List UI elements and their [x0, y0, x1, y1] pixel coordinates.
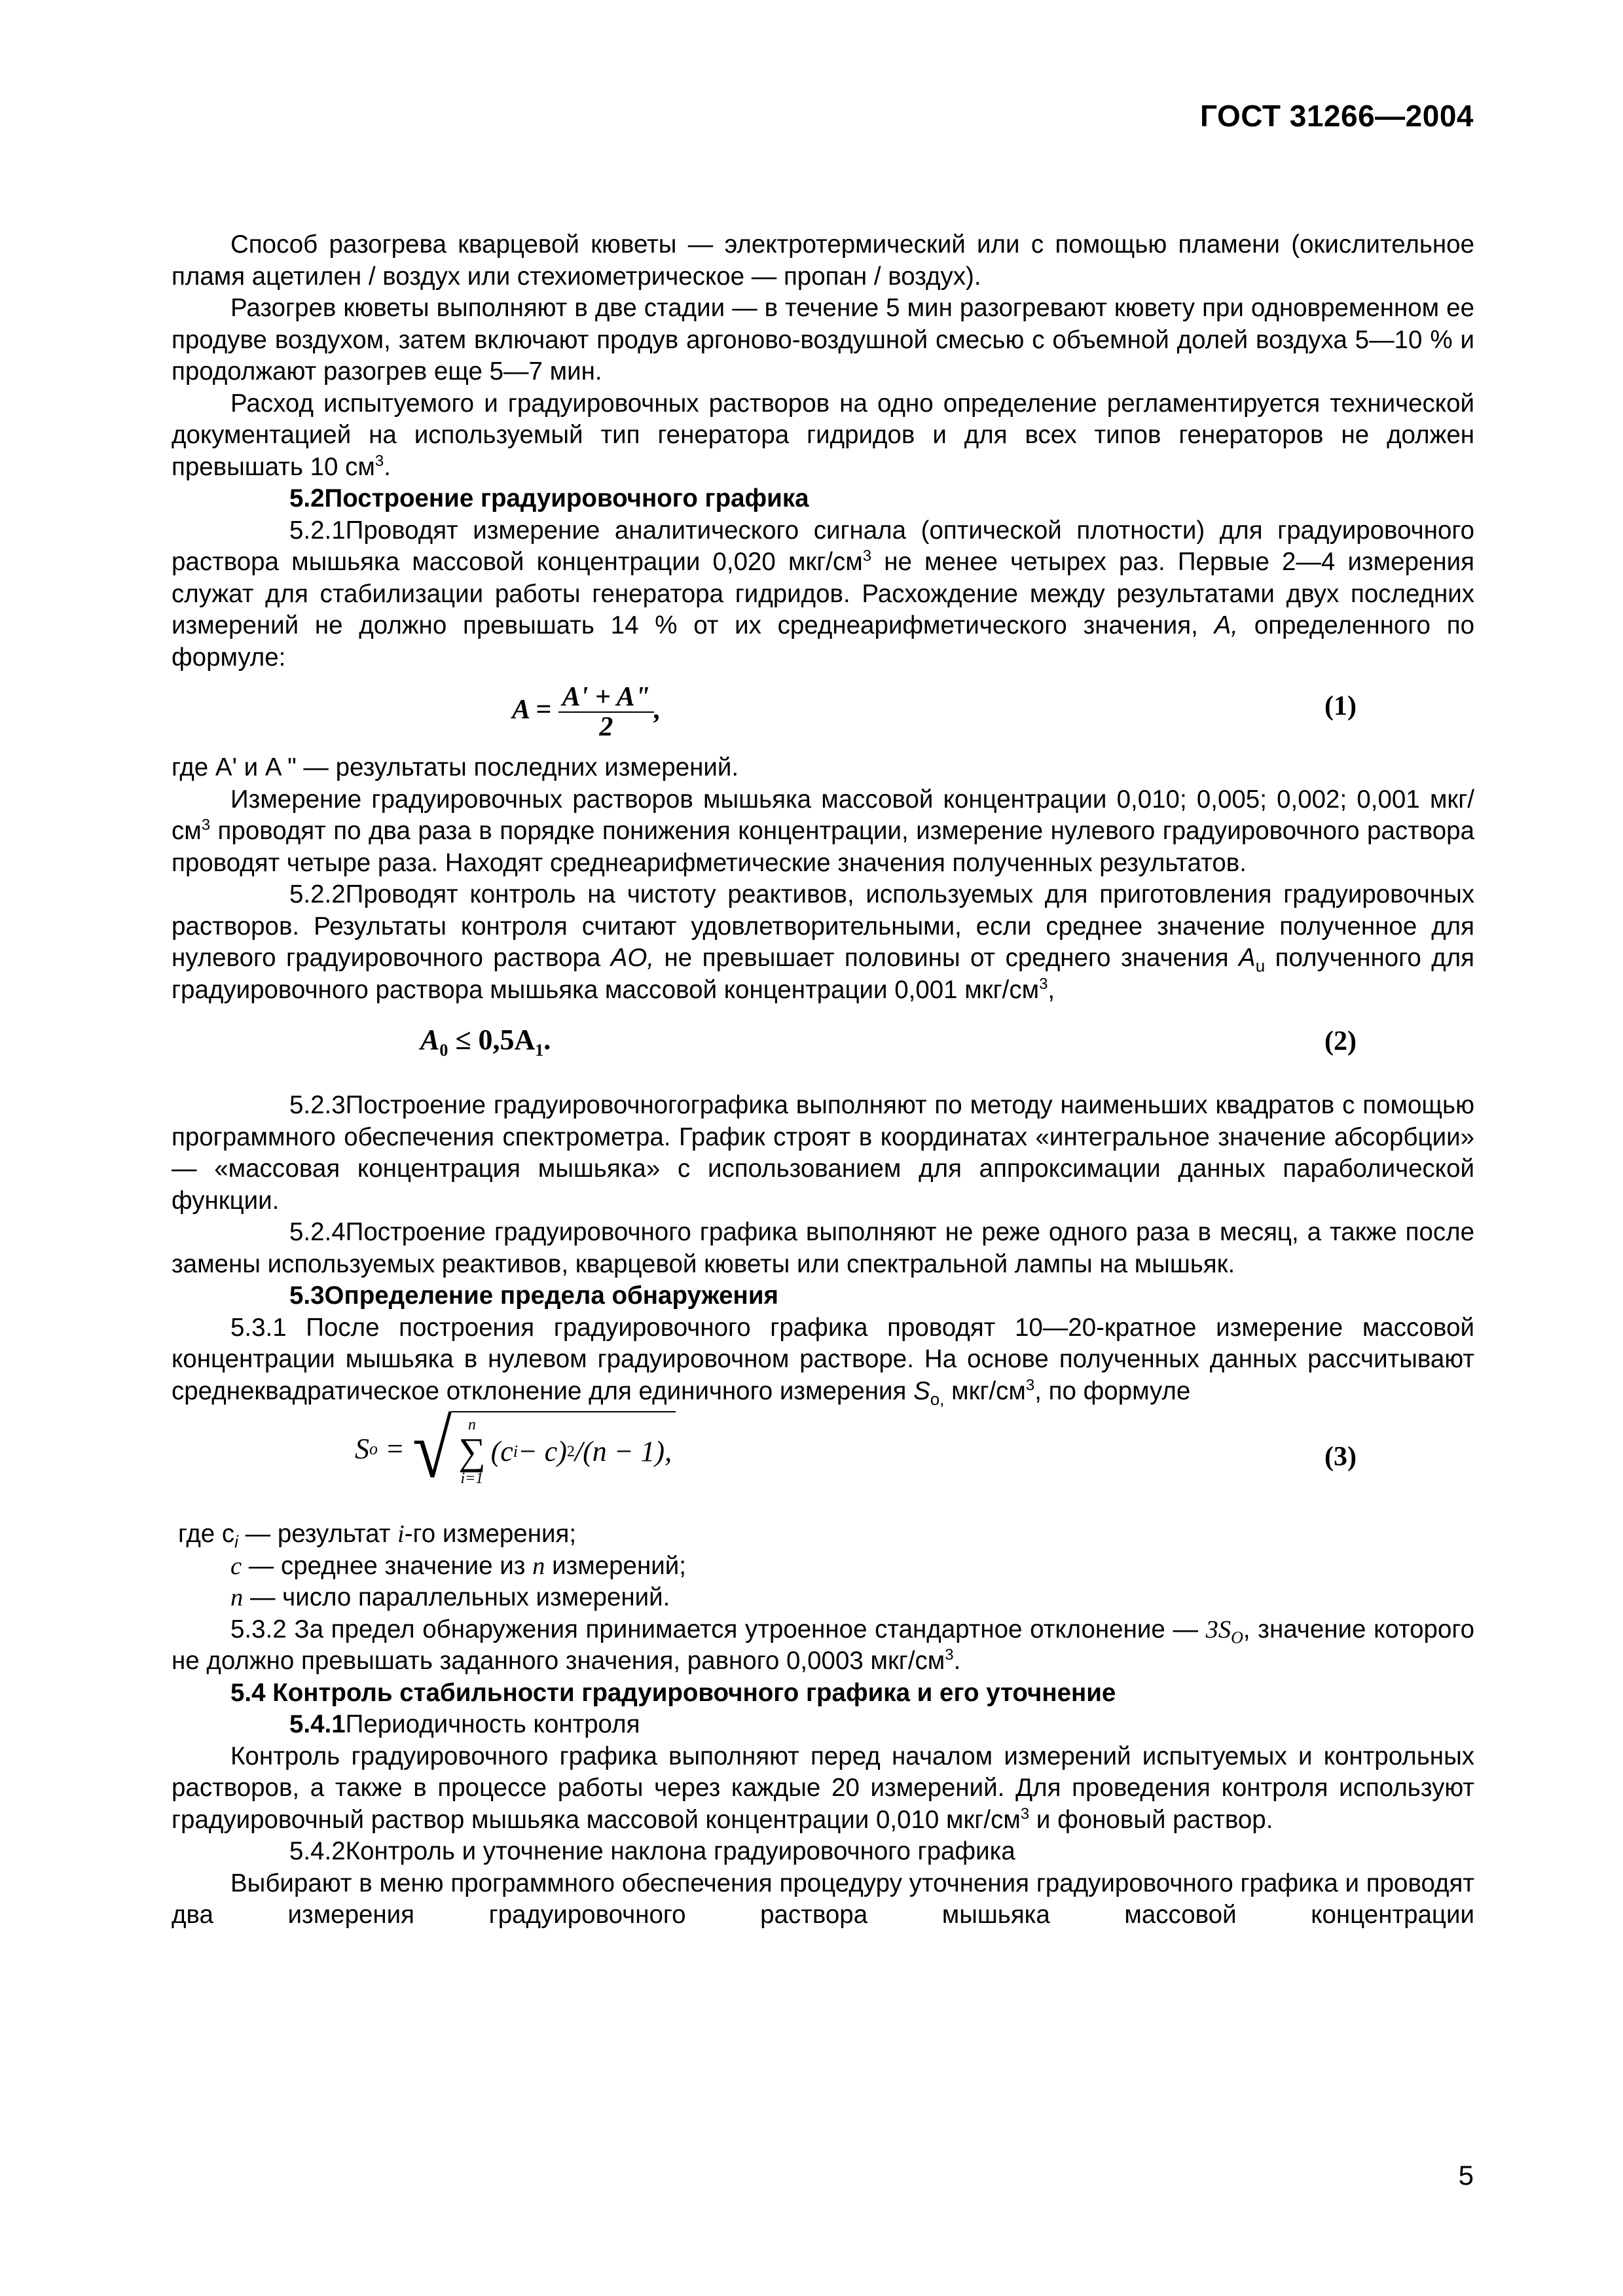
section-heading: 5.4 Контроль стабильности градуировочного графика и его уточнение [230, 1678, 1116, 1707]
paragraph: 5.2.1Проводят измерение аналитического сигнала (оптической плотности) для градуировочного раствора мышьяка массовой концентрации 0,020 мкг/$см^3$ не менее четырех раз. Первые 2—4 измерения служат для стабилизации работы генератора гидридов. Расхождение между результатами двух последних измерений не должно превышать 14 % от их среднеарифметического значения, A, определенного по формуле: [172, 516, 1474, 672]
subsection-heading: 5.4.1Периодичность контроля [289, 1710, 640, 1738]
where-line: где $c_i$ — результат i-го измерения; [178, 1520, 577, 1552]
paragraph: 5.2.3Построение градуировочногографика выполняют по методу наименьших квадратов с помощью программного обеспечения спектрометра. График строят в координатах «интегральное значение абсорбции» — «массовая концентрация мышьяка» с использованием для аппроксимации данных параболической функции. [172, 1091, 1474, 1215]
paragraph: 5.2.2Проводят контроль на чистоту реактивов, используемых для приготовления градуировочных растворов. Результаты контроля считают удовлетворительными, если среднее значение полученное для нулевого градуировочного раствора AO, не превышает половины от среднего значения $A_u$ полученного для градуировочного раствора мышьяка массовой концентрации 0,001 мкг/$см^3$, [172, 880, 1475, 1004]
paragraph: 5.3.1 После построения градуировочного графика проводят 10—20-кратное измерение массовой концентрации мышьяка в нулевом градуировочном растворе. На основе полученных данных рассчитывают среднеквадратическое отклонение для единичного измерения $S_{o,}$ мкг/$см^3$, по формуле [172, 1313, 1474, 1409]
paragraph: Разогрев кюветы выполняют в две стадии — в течение 5 мин разогревают кювету при одновременном ее продуве воздухом, затем включают продув аргоново-воздушной смесью с объемной долей воздуха 5—10 % и продолжают разогрев еще 5—7 мин. [172, 294, 1474, 386]
formula-1: A = $\frac{A' + A"}{2}$ , (1) [512, 682, 1357, 742]
formula-label: (2) [1324, 1026, 1357, 1056]
paragraph: Выбирают в меню программного обеспечения процедуру уточнения градуировочного графика и проводят два измерения градуировочного раствора мышьяка массовой концентрации [172, 1869, 1474, 1929]
section-heading: 5.2Построение градуировочного графика [289, 484, 809, 512]
paragraph: Измерение градуировочных растворов мышьяка массовой концентрации 0,010; 0,005; 0,002; 0,001 мкг/$см^3$ проводят по два раза в порядке понижения концентрации, измерение нулевого градуировочного раствора проводят четыре раза. Находят среднеарифметические значения полученных результатов. [172, 785, 1474, 877]
where-line: c — среднее значение из n измерений; [230, 1551, 686, 1580]
paragraph: Контроль градуировочного графика выполняют перед началом измерений испытуемых и контрольных растворов, а также в процессе работы через каждые 20 измерений. Для проведения контроля используют градуировочный раствор мышьяка массовой концентрации 0,010 мкг/$см^3$ и фоновый раствор. [172, 1742, 1474, 1834]
formula-2: $A_0 \le 0,5A_1$. (2) [420, 1024, 1357, 1060]
formula-label: (1) [1324, 691, 1357, 721]
paragraph: 5.3.2 За предел обнаружения принимается утроенное стандартное отклонение — $3S_O$, значение которого не должно превышать заданного значения, равного 0,0003 мкг/$см^3$. [172, 1615, 1474, 1675]
formula-label: (3) [1324, 1442, 1357, 1472]
page-number: 5 [1458, 2160, 1474, 2191]
document-body [172, 229, 1474, 1931]
formula-3: S o = √ n ∑ i=1 (c i − c) 2 /(n − 1), (3) [355, 1403, 1357, 1496]
section-heading: 5.3Определение предела обнаружения [289, 1282, 778, 1310]
paragraph: где A' и A " — результаты последних измерений. [172, 753, 739, 781]
paragraph: 5.2.4Построение градуировочного графика выполняют не реже одного раза в месяц, а также после замены используемых реактивов, кварцевой кюветы или спектральной лампы на мышьяк. [172, 1218, 1474, 1278]
paragraph: Расход испытуемого и градуировочных растворов на одно определение регламентируется технической документацией на используемый тип генератора гидридов и для всех типов генераторов не должен превышать 10 $см^3$. [172, 389, 1474, 481]
sqrt-symbol: √ [412, 1403, 452, 1496]
subsection-heading: 5.4.2Контроль и уточнение наклона градуировочного графика [289, 1837, 1015, 1865]
where-line: n — число параллельных измерений. [230, 1583, 670, 1611]
document-header: ГОСТ 31266—2004 [1200, 99, 1474, 133]
paragraph: Способ разогрева кварцевой кюветы — электротермический или с помощью пламени (окислительное пламя ацетилен / воздух или стехиометрическое — пропан / воздух). [172, 230, 1474, 291]
